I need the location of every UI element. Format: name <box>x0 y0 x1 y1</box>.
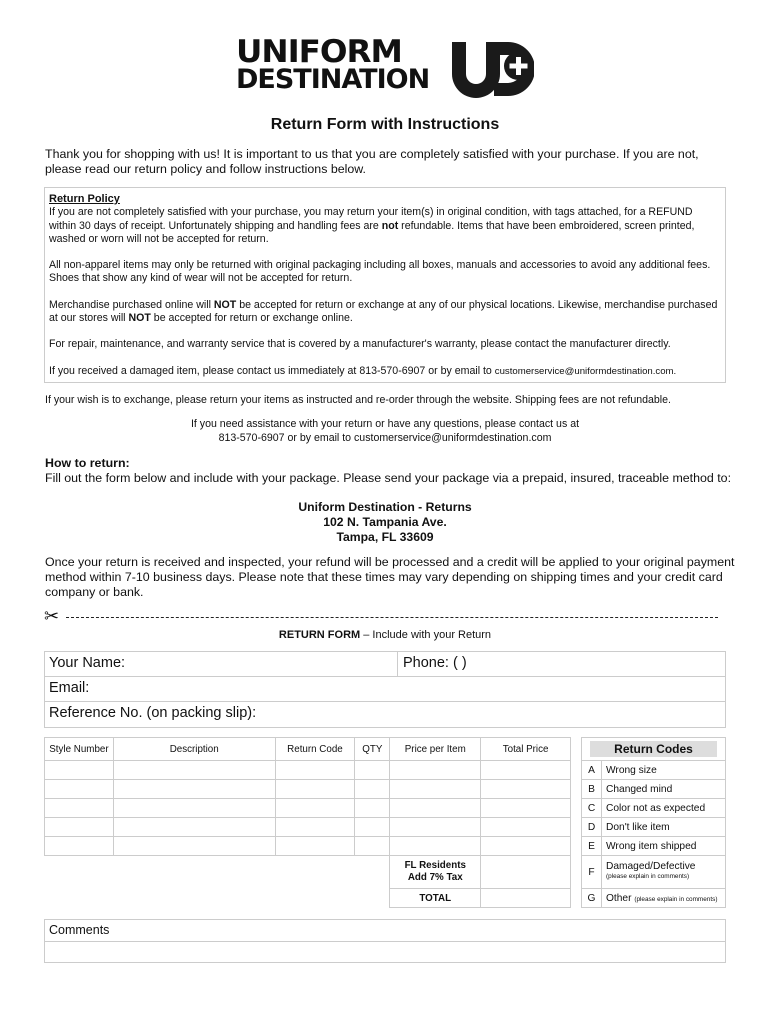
reference-number-field[interactable]: Reference No. (on packing slip): <box>49 705 257 721</box>
total-amount-cell[interactable] <box>481 889 571 908</box>
comments-label: Comments <box>45 920 725 942</box>
policy-email: customerservice@uniformdestination.com. <box>494 365 677 377</box>
return-form-heading: RETURN FORM – Include with your Return <box>278 629 492 641</box>
your-name-field[interactable]: Your Name: <box>49 655 126 671</box>
items-table-header <box>45 738 571 761</box>
policy-paragraph-3: Merchandise purchased online will NOT be accepted for return or exchange at any of our physical locations. Likewise, merchandise purchased at our stores will NOT be accepted for return or exchange online. <box>49 298 718 325</box>
col-price-per-item: Price per Item <box>390 738 481 761</box>
logo-line-2: DESTINATION <box>236 64 430 95</box>
col-style-number: Style Number <box>45 738 114 761</box>
email-field[interactable]: Email: <box>49 680 90 696</box>
fl-residents-tax-label: FL Residents Add 7% Tax <box>390 856 481 889</box>
logo-line-1: UNIFORM <box>236 34 402 70</box>
customer-info-box <box>44 651 726 728</box>
table-row <box>45 799 571 818</box>
policy-paragraph-5: If you received a damaged item, please contact us immediately at 813-570-6907 or by email to customerservice@uniformdestination.com. <box>49 364 677 377</box>
cut-line <box>44 608 724 628</box>
tax-row <box>45 856 571 889</box>
tax-amount-cell[interactable] <box>481 856 571 889</box>
table-row <box>45 780 571 799</box>
how-to-return-text: Fill out the form below and include with your package. Please send your package via a prepaid, insured, traceable method to: <box>45 471 732 485</box>
comments-box[interactable] <box>44 919 726 963</box>
scissors-icon: ✂ <box>44 606 60 626</box>
col-description: Description <box>113 738 275 761</box>
code-row-f: F Damaged/Defective (please explain in comments) <box>582 856 726 889</box>
page-title: Return Form with Instructions <box>270 116 500 133</box>
uniform-destination-logo <box>236 34 536 100</box>
policy-paragraph-2: All non-apparel items may only be returned with original packaging including all boxes, manuals and accessories to avoid any additional fees. Shoes that show any kind of wear will not be accepted for return. <box>49 259 711 285</box>
return-policy-box <box>44 187 726 383</box>
code-row-e: E Wrong item shipped <box>582 837 726 856</box>
col-qty: QTY <box>355 738 390 761</box>
code-row-g: G Other (please explain in comments) <box>582 889 726 908</box>
logo-wordmark <box>236 34 430 95</box>
how-to-return <box>45 456 735 486</box>
col-total-price: Total Price <box>481 738 571 761</box>
reference-row <box>45 702 725 727</box>
return-policy-heading: Return Policy <box>49 193 120 205</box>
how-to-return-heading: How to return: <box>45 456 130 470</box>
policy-paragraph-1: If you are not completely satisfied with your purchase, you may return your item(s) in original condition, with tags attached, for a REFUND within 30 days of receipt. Unfortunately shipping and handling fees are not refundable. Items that have been embroidered, screen printed, washed or worn will not be accepted for return. <box>49 206 695 245</box>
dashed-divider <box>66 617 718 618</box>
assistance-note: If you need assistance with your return or have any questions, please contact us at 813-570-6907 or by email to customerservice@uniformdestination.com <box>190 418 580 444</box>
code-row-a: A Wrong size <box>582 761 726 780</box>
table-row <box>45 818 571 837</box>
intro-text: Thank you for shopping with us! It is important to us that you are completely satisfied with your purchase. If you are not, please read our return policy and follow instructions below. <box>45 147 699 176</box>
name-phone-row <box>45 652 725 677</box>
table-row <box>45 761 571 780</box>
policy-paragraph-4: For repair, maintenance, and warranty service that is covered by a manufacturer's warranty, please contact the manufacturer directly. <box>49 338 671 351</box>
total-row <box>45 889 571 908</box>
return-codes-table <box>581 737 726 908</box>
code-row-d: D Don't like item <box>582 818 726 837</box>
return-address: Uniform Destination - Returns 102 N. Tampania Ave. Tampa, FL 33609 <box>298 500 472 544</box>
return-items-table <box>44 737 571 908</box>
phone-field[interactable]: Phone: ( ) <box>403 655 467 671</box>
code-row-c: C Color not as expected <box>582 799 726 818</box>
code-row-b: B Changed mind <box>582 780 726 799</box>
refund-timing-note: Once your return is received and inspected, your refund will be processed and a credit will be applied to your original payment method within 7-10 business days. Please note that these times may vary depending on shipping times and your credit card company or bank. <box>45 555 735 599</box>
table-row <box>45 837 571 856</box>
return-codes-title: Return Codes <box>582 738 726 761</box>
email-row <box>45 677 725 702</box>
logo-ud-plus-mark <box>450 40 534 98</box>
exchange-note: If your wish is to exchange, please return your items as instructed and re-order through the website. Shipping fees are not refundable. <box>45 394 671 406</box>
total-label: TOTAL <box>390 889 481 908</box>
col-return-code: Return Code <box>275 738 355 761</box>
